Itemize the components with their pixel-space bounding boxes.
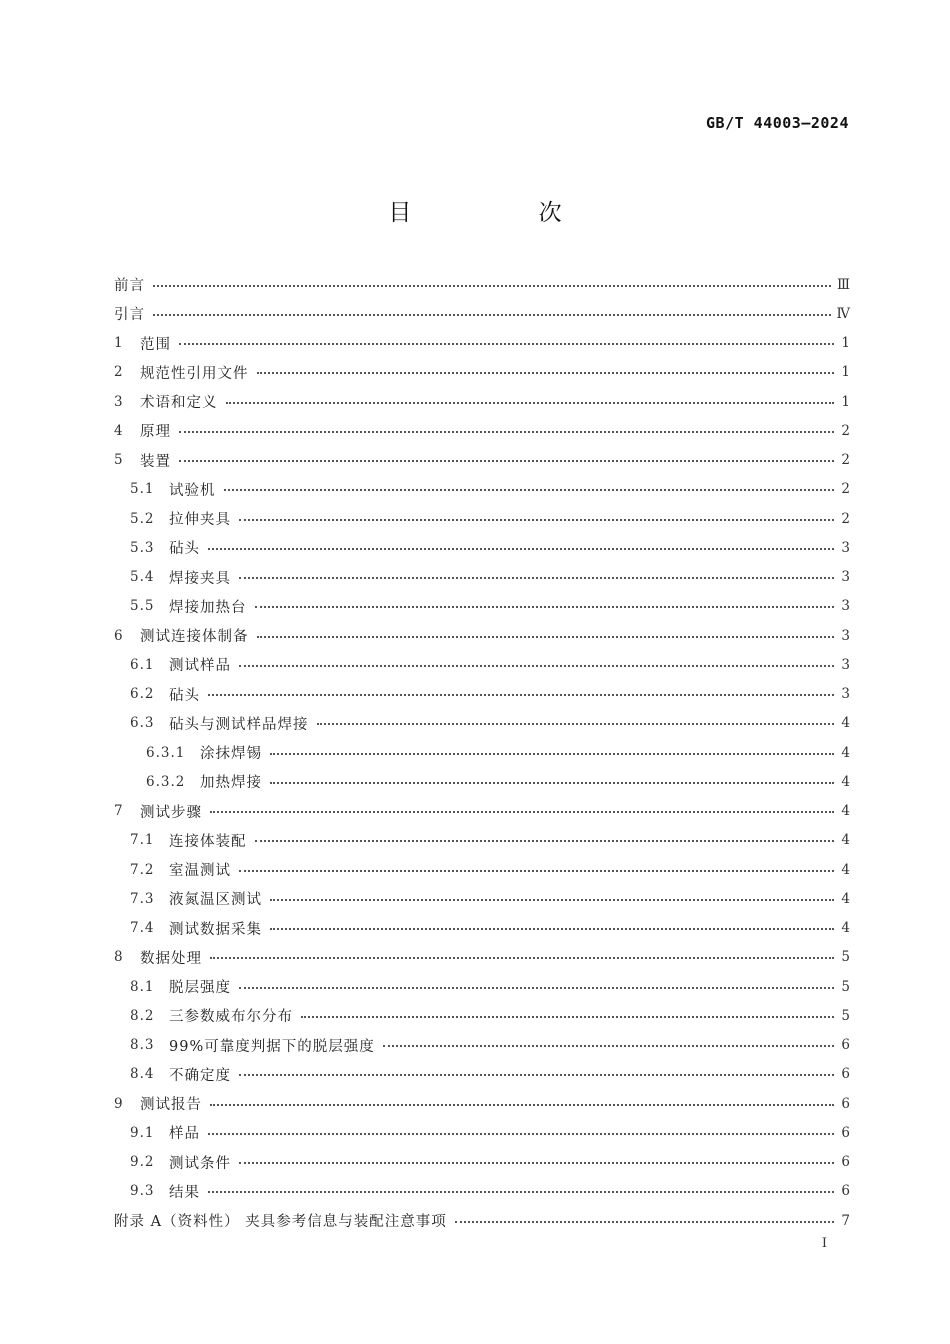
toc-label: 原理	[140, 424, 171, 441]
toc-number: 8.3	[130, 1037, 155, 1054]
toc-label: 液氮温区测试	[169, 892, 262, 909]
dot-leader	[208, 548, 834, 550]
toc-entry[interactable]	[114, 855, 850, 884]
toc-entry[interactable]	[114, 621, 850, 650]
toc-page-number: 7	[841, 1212, 850, 1229]
toc-page-number: 3	[841, 569, 850, 586]
toc-label: 砧头	[169, 541, 200, 558]
toc-entry[interactable]	[114, 446, 850, 475]
toc-page-number: 4	[841, 773, 850, 790]
toc-number: 6.3	[130, 715, 155, 732]
toc-entry[interactable]	[114, 270, 850, 299]
toc-page-number: 2	[841, 481, 850, 498]
toc-label: 结果	[169, 1184, 200, 1201]
toc-number: 1	[114, 335, 124, 352]
standard-code: GB/T 44003—2024	[706, 114, 849, 132]
toc-number: 6.3.2	[146, 773, 186, 790]
dot-leader	[179, 431, 834, 433]
toc-number: 8.4	[130, 1066, 155, 1083]
toc-page-number: 1	[841, 364, 850, 381]
toc-page-number: 3	[841, 539, 850, 556]
toc-page-number: 1	[841, 393, 850, 410]
toc-label: 拉伸夹具	[169, 512, 231, 529]
toc-label: 三参数威布尔分布	[169, 1009, 293, 1026]
toc-number: 6.1	[130, 656, 155, 673]
page-title: 目 次	[388, 200, 622, 226]
toc-entry[interactable]	[114, 387, 850, 416]
dot-leader	[224, 489, 835, 491]
toc-entry[interactable]	[114, 1148, 850, 1177]
toc-label: 测试条件	[169, 1155, 231, 1172]
toc-label: 试验机	[169, 482, 216, 499]
toc-entry[interactable]	[114, 767, 850, 796]
toc-label: 数据处理	[140, 950, 202, 967]
toc-label: 附录 A（资料性） 夹具参考信息与装配注意事项	[114, 1214, 447, 1231]
dot-leader	[270, 928, 834, 930]
toc-entry[interactable]	[114, 1177, 850, 1206]
toc-page-number: 4	[841, 890, 850, 907]
dot-leader	[153, 285, 831, 287]
dot-leader	[179, 343, 834, 345]
toc-number: 2	[114, 364, 124, 381]
dot-leader	[239, 665, 834, 667]
dot-leader	[239, 1074, 834, 1076]
toc-page-number: 5	[841, 1007, 850, 1024]
toc-number: 9.2	[130, 1154, 155, 1171]
table-of-contents	[114, 270, 850, 1235]
dot-leader	[210, 957, 834, 959]
toc-entry[interactable]	[114, 1089, 850, 1118]
dot-leader	[455, 1221, 834, 1223]
toc-page-number: 3	[841, 598, 850, 615]
toc-number: 5.5	[130, 598, 155, 615]
toc-entry[interactable]	[114, 299, 850, 328]
toc-page-number: 2	[841, 510, 850, 527]
toc-number: 8.2	[130, 1007, 155, 1024]
toc-page-number: 1	[841, 335, 850, 352]
toc-page-number: 6	[841, 1037, 850, 1054]
toc-entry[interactable]	[114, 416, 850, 445]
toc-entry[interactable]	[114, 533, 850, 562]
dot-leader	[270, 899, 834, 901]
dot-leader	[210, 1104, 834, 1106]
toc-number: 9.3	[130, 1183, 155, 1200]
dot-leader	[208, 1133, 834, 1135]
toc-page-number: 4	[841, 715, 850, 732]
toc-number: 9	[114, 1095, 124, 1112]
dot-leader	[317, 723, 835, 725]
dot-leader	[255, 606, 835, 608]
toc-number: 5.1	[130, 481, 155, 498]
dot-leader	[179, 460, 834, 462]
dot-leader	[153, 314, 831, 316]
toc-number: 6.2	[130, 686, 155, 703]
dot-leader	[208, 694, 834, 696]
toc-label: 焊接加热台	[169, 599, 247, 616]
dot-leader	[210, 811, 834, 813]
toc-entry[interactable]	[114, 1118, 850, 1147]
dot-leader	[301, 1016, 834, 1018]
toc-number: 6.3.1	[146, 744, 186, 761]
dot-leader	[383, 1045, 834, 1047]
page-number: I	[821, 1236, 827, 1251]
toc-number: 7	[114, 803, 124, 820]
toc-number: 4	[114, 422, 124, 439]
toc-entry[interactable]	[114, 592, 850, 621]
toc-entry[interactable]	[114, 563, 850, 592]
toc-page-number: 4	[841, 803, 850, 820]
toc-number: 5	[114, 452, 124, 469]
toc-entry[interactable]	[114, 972, 850, 1001]
toc-page-number: 3	[841, 627, 850, 644]
dot-leader	[257, 636, 835, 638]
toc-entry[interactable]	[114, 826, 850, 855]
toc-number: 5.2	[130, 510, 155, 527]
toc-page-number: 6	[841, 1124, 850, 1141]
toc-page-number: 6	[841, 1154, 850, 1171]
toc-label: 规范性引用文件	[140, 365, 249, 382]
dot-leader	[239, 987, 834, 989]
toc-number: 5.3	[130, 539, 155, 556]
toc-label: 99%可靠度判据下的脱层强度	[169, 1038, 375, 1055]
toc-page-number: 5	[841, 978, 850, 995]
toc-page-number: Ⅳ	[836, 305, 850, 322]
toc-number: 8	[114, 949, 124, 966]
toc-label: 砧头	[169, 687, 200, 704]
toc-entry[interactable]	[114, 709, 850, 738]
toc-label: 连接体装配	[169, 833, 247, 850]
toc-label: 测试连接体制备	[140, 629, 249, 646]
toc-page-number: 6	[841, 1183, 850, 1200]
toc-page-number: Ⅲ	[836, 276, 850, 293]
dot-leader	[255, 840, 835, 842]
toc-label: 测试报告	[140, 1097, 202, 1114]
toc-label: 焊接夹具	[169, 570, 231, 587]
dot-leader	[239, 577, 834, 579]
toc-page-number: 4	[841, 920, 850, 937]
toc-page-number: 4	[841, 861, 850, 878]
toc-page-number: 6	[841, 1066, 850, 1083]
toc-label: 涂抹焊锡	[200, 746, 262, 763]
toc-page-number: 2	[841, 422, 850, 439]
toc-number: 3	[114, 393, 124, 410]
toc-label: 不确定度	[169, 1067, 231, 1084]
toc-entry[interactable]	[114, 1031, 850, 1060]
toc-page-number: 6	[841, 1095, 850, 1112]
dot-leader	[257, 372, 835, 374]
dot-leader	[270, 782, 834, 784]
toc-label: 测试样品	[169, 658, 231, 675]
toc-entry[interactable]	[114, 504, 850, 533]
toc-entry[interactable]	[114, 358, 850, 387]
toc-entry[interactable]	[114, 738, 850, 767]
toc-entry[interactable]	[114, 914, 850, 943]
toc-number: 7.3	[130, 890, 155, 907]
toc-entry[interactable]	[114, 680, 850, 709]
toc-entry[interactable]	[114, 1001, 850, 1030]
dot-leader	[226, 402, 835, 404]
dot-leader	[239, 870, 834, 872]
toc-page-number: 5	[841, 949, 850, 966]
toc-page-number: 3	[841, 686, 850, 703]
toc-label: 样品	[169, 1126, 200, 1143]
toc-label: 砧头与测试样品焊接	[169, 716, 309, 733]
toc-label: 术语和定义	[140, 395, 218, 412]
toc-label: 装置	[140, 453, 171, 470]
toc-label: 测试数据采集	[169, 921, 262, 938]
dot-leader	[239, 1162, 834, 1164]
toc-label: 室温测试	[169, 863, 231, 880]
toc-number: 9.1	[130, 1124, 155, 1141]
toc-label: 前言	[114, 278, 145, 295]
toc-label: 脱层强度	[169, 980, 231, 997]
dot-leader	[270, 753, 834, 755]
toc-number: 7.1	[130, 832, 155, 849]
toc-page-number: 3	[841, 656, 850, 673]
toc-entry[interactable]	[114, 329, 850, 358]
toc-entry[interactable]	[114, 475, 850, 504]
toc-label: 测试步骤	[140, 804, 202, 821]
toc-page-number: 2	[841, 452, 850, 469]
toc-number: 8.1	[130, 978, 155, 995]
dot-leader	[208, 1191, 834, 1193]
toc-number: 7.4	[130, 920, 155, 937]
toc-entry[interactable]	[114, 1206, 850, 1235]
toc-entry[interactable]	[114, 797, 850, 826]
toc-number: 7.2	[130, 861, 155, 878]
toc-label: 引言	[114, 307, 145, 324]
toc-number: 6	[114, 627, 124, 644]
toc-entry[interactable]	[114, 943, 850, 972]
toc-entry[interactable]	[114, 1060, 850, 1089]
dot-leader	[239, 519, 834, 521]
toc-page-number: 4	[841, 832, 850, 849]
toc-number: 5.4	[130, 569, 155, 586]
toc-label: 加热焊接	[200, 775, 262, 792]
toc-entry[interactable]	[114, 884, 850, 913]
toc-page-number: 4	[841, 744, 850, 761]
toc-entry[interactable]	[114, 650, 850, 679]
toc-label: 范围	[140, 336, 171, 353]
